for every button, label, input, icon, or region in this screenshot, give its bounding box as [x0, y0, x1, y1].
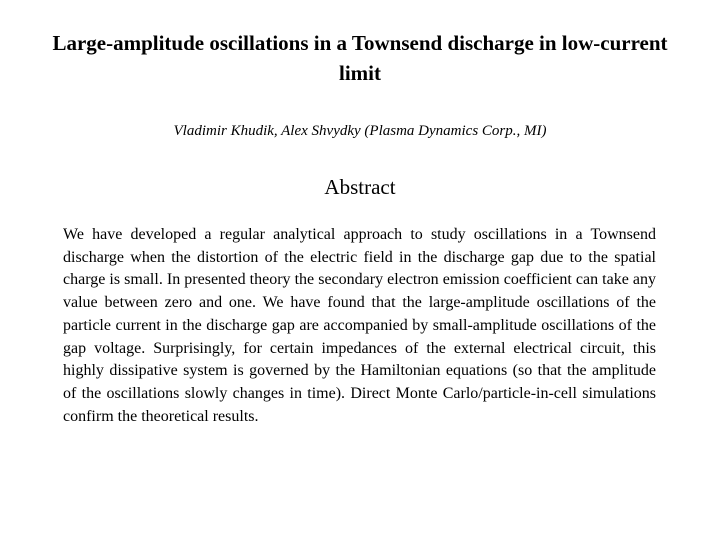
paper-authors: Vladimir Khudik, Alex Shvydky (Plasma Dynamics Corp., MI) — [173, 123, 547, 139]
paper-title: Large-amplitude oscillations in a Townsend discharge in low-current limit — [52, 31, 668, 85]
abstract-body: We have developed a regular analytical approach to study oscillations in a Townsend discharge when the distortion of the electric field in the discharge gap due to the spatial charge is small. In presented theory the secondary electron emission coefficient can take any value between zero and one. We have found that the large-amplitude oscillations of the particle current in the discharge gap are accompanied by small-amplitude oscillations of the gap voltage. Surprisingly, for certain impedances of the external electrical circuit, this highly dissipative system is governed by the Hamiltonian equations (so that the amplitude of the oscillations slowly changes in time). Direct Monte Carlo/particle-in-cell simulations confirm the theoretical results. — [63, 226, 656, 425]
abstract-heading: Abstract — [324, 175, 396, 199]
